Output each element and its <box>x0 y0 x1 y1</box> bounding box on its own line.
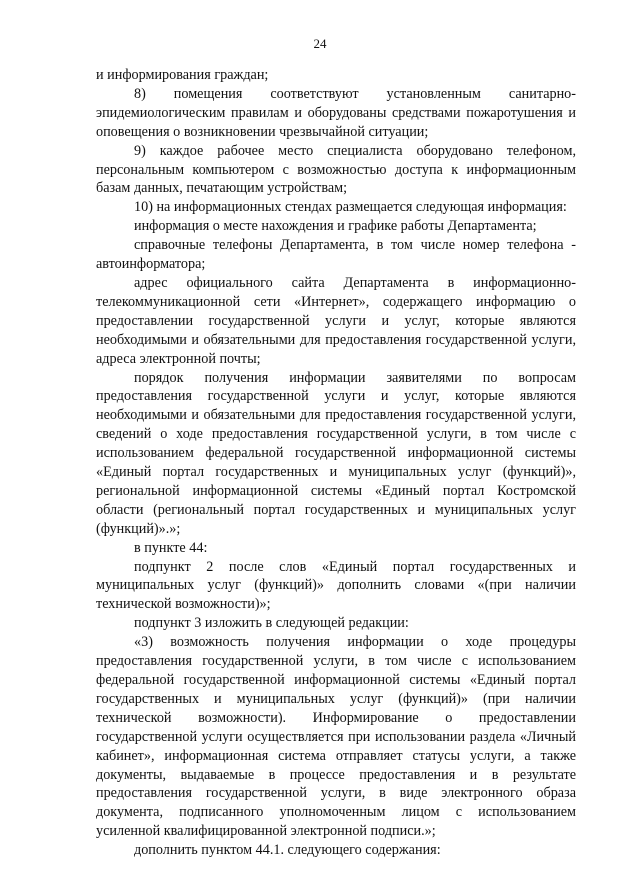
paragraph: дополнить пунктом 44.1. следующего содержания: <box>134 842 441 859</box>
paragraph: подпункт 3 изложить в следующей редакции: <box>134 615 409 632</box>
paragraph: подпункт 2 после слов «Единый портал государственных и муниципальных услуг (функций)» дополнить словами «(при наличии технической возможности)»; <box>96 558 576 613</box>
paragraph: в пункте 44: <box>134 539 208 556</box>
paragraph: 8) помещения соответствуют установленным санитарно-эпидемиологическим правилам и оборудованы средствами пожаротушения и оповещения о возникновении чрезвычайной ситуации; <box>96 85 576 140</box>
paragraph: 9) каждое рабочее место специалиста оборудовано телефоном, персональным компьютером с возможностью доступа к информационным базам данных, печатающим устройствам; <box>96 142 576 197</box>
paragraph: 10) на информационных стендах размещается следующая информация: <box>134 199 567 216</box>
paragraph: «3) возможность получения информации о ходе процедуры предоставления государственной услуги, в том числе с использованием федеральной государственной информационной системы «Единый портал государственных и муниципальных услуг (функций)» (при наличии технической возможности). Информирование о предоставлении государственной услуги осуществляется при использовании раздела «Личный кабинет», информационная система отправляет статусы услуги, а также документы, выдаваемые в процессе предоставления и в результате предоставления государственной услуги, в виде электронного образа документа, подписанного уполномоченным лицом с использованием усиленной квалифицированной электронной подписи.»; <box>96 634 576 840</box>
paragraph: и информирования граждан; <box>96 67 269 83</box>
paragraph: информация о месте нахождения и графике работы Департамента; <box>134 218 537 235</box>
paragraph: справочные телефоны Департамента, в том числе номер телефона - автоинформатора; <box>96 237 576 273</box>
page-number: 24 <box>313 36 327 51</box>
document-body <box>96 66 576 860</box>
paragraph: адрес официального сайта Департамента в информационно-телекоммуникационной сети «Интернет», содержащего информацию о предоставлении государственной услуги и услуг, которые являются необходимыми и обязательными для предоставления государственной услуги, адреса электронной почты; <box>96 274 576 367</box>
paragraph: порядок получения информации заявителями по вопросам предоставления государственной услуги и услуг, которые являются необходимыми и обязательными для предоставления государственной услуги, сведений о ходе предоставления государственной услуги, в том числе с использованием федеральной государственной информационной системы «Единый портал государственных и муниципальных услуг (функций)», региональной информационной системы «Единый портал Костромской области (региональный портал государственных и муниципальных услуг (функций)».»; <box>96 369 576 537</box>
